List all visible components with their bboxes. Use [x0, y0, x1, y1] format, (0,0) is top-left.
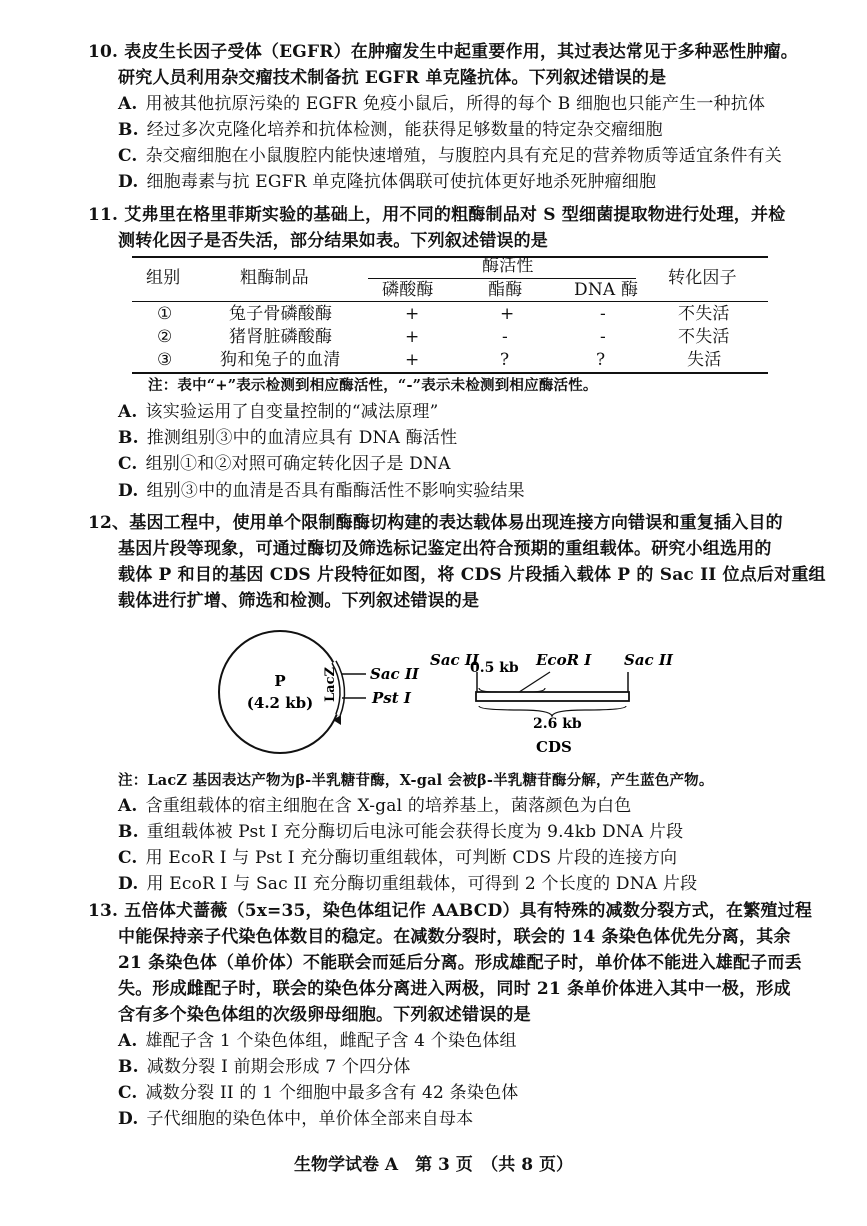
q12-stem-line1: 12、基因工程中，使用单个限制酶酶切构建的表达载体易出现连接方向错误和重复插入目的	[88, 513, 783, 533]
q13-stem-line2: 中能保持亲子代染色体数目的稳定。在减数分裂时，联会的 14 条染色体优先分离，其余	[118, 927, 791, 947]
q13-stem-line5: 含有多个染色体组的次级卵母细胞。下列叙述错误的是	[118, 1005, 531, 1025]
cds-sacii-left-label: Sac II	[430, 651, 479, 669]
row3-prep: 狗和兔子的血清	[220, 350, 341, 370]
cds-fragment-bar	[476, 692, 629, 701]
th-phosphatase: 磷酸酶	[382, 280, 434, 300]
q10-option-b: B. 经过多次克隆化培养和抗体检测，能获得足够数量的特定杂交瘤细胞	[118, 120, 663, 140]
q12-stem-line3: 载体 P 和目的基因 CDS 片段特征如图，将 CDS 片段插入载体 P 的 Sac II 位点后对重组	[118, 565, 826, 585]
page-footer: 生物学试卷 A 第 3 页 （共 8 页）	[294, 1155, 573, 1175]
q13-option-a: A. 雄配子含 1 个染色体组，雌配子含 4 个染色体组	[118, 1031, 517, 1051]
row3-dnase: ?	[596, 350, 606, 370]
q10-option-d: D. 细胞毒素与抗 EGFR 单克隆抗体偶联可使抗体更好地杀死肿瘤细胞	[118, 172, 657, 192]
row2-esterase: -	[502, 327, 508, 347]
table-head-rule	[132, 301, 768, 302]
plasmid-sacii-label: Sac II	[370, 665, 419, 683]
th-prep: 粗酶制品	[240, 268, 309, 288]
q10-option-a: A. 用被其他抗原污染的 EGFR 免疫小鼠后，所得的每个 B 细胞也只能产生一种抗体	[118, 94, 766, 114]
th-esterase: 酯酶	[488, 280, 523, 300]
table-top-rule	[132, 256, 768, 258]
q11-option-b: B. 推测组别③中的血清应具有 DNA 酶活性	[118, 428, 458, 448]
th-group: 组别	[146, 268, 181, 288]
q13-option-b: B. 减数分裂 I 前期会形成 7 个四分体	[118, 1057, 411, 1077]
th-factor: 转化因子	[668, 268, 737, 288]
row1-phosphatase: +	[405, 304, 420, 324]
row2-prep: 猪肾脏磷酸酶	[229, 327, 333, 347]
q12-option-a: A. 含重组载体的宿主细胞在含 X-gal 的培养基上，菌落颜色为白色	[118, 796, 632, 816]
q13-stem-line4: 失。形成雌配子时，联会的染色体分离进入两极，同时 21 条单价体进入其中一极，形成	[118, 979, 791, 999]
q12-option-c: C. 用 EcoR I 与 Pst I 充分酶切重组载体，可判断 CDS 片段的连接方向	[118, 848, 678, 868]
q12-option-d: D. 用 EcoR I 与 Sac II 充分酶切重组载体，可得到 2 个长度的 DNA 片段	[118, 874, 698, 894]
lacz-label: LacZ	[323, 667, 338, 702]
th-dnase: DNA 酶	[574, 280, 639, 300]
cds-length: 2.6 kb	[533, 716, 582, 732]
q10-stem-line1: 10. 表皮生长因子受体（EGFR）在肿瘤发生中起重要作用，其过表达常见于多种恶性肿瘤。	[88, 42, 798, 62]
row1-esterase: +	[500, 304, 515, 324]
q12-option-b: B. 重组载体被 Pst I 充分酶切后电泳可能会获得长度为 9.4kb DNA 片段	[118, 822, 684, 842]
q11-stem-line1: 11. 艾弗里在格里菲斯实验的基础上，用不同的粗酶制品对 S 型细菌提取物进行处理，并检	[88, 205, 786, 225]
q13-stem-line1: 13. 五倍体犬蔷薇（5x=35，染色体组记作 AABCD）具有特殊的减数分裂方式，在繁殖过程	[88, 901, 813, 921]
q11-stem-line2: 测转化因子是否失活，部分结果如表。下列叙述错误的是	[118, 231, 548, 251]
row3-factor: 失活	[687, 350, 722, 370]
plasmid-size: (4.2 kb)	[246, 694, 314, 712]
plasmid-psti-label: Pst I	[372, 689, 411, 707]
q11-table-note: 注：表中“+”表示检测到相应酶活性，“-”表示未检测到相应酶活性。	[148, 377, 598, 394]
row1-prep: 兔子骨磷酸酶	[229, 304, 333, 324]
row2-dnase: -	[600, 327, 606, 347]
q11-option-c: C. 组别①和②对照可确定转化因子是 DNA	[118, 454, 451, 474]
cds-name: CDS	[536, 738, 572, 756]
cds-small-length: 0.5 kb	[470, 660, 519, 676]
q10-option-c: C. 杂交瘤细胞在小鼠腹腔内能快速增殖，与腹腔内具有充足的营养物质等适宜条件有关	[118, 146, 782, 166]
cds-sacii-right-label: Sac II	[624, 651, 673, 669]
row3-phosphatase: +	[405, 350, 420, 370]
q13-option-c: C. 减数分裂 II 的 1 个细胞中最多含有 42 条染色体	[118, 1083, 519, 1103]
lacz-arrow-icon	[333, 715, 341, 725]
row1-dnase: -	[600, 304, 606, 324]
q11-option-a: A. 该实验运用了自变量控制的“减法原理”	[118, 402, 439, 422]
row2-group: ②	[157, 327, 173, 347]
q10-stem-line2: 研究人员利用杂交瘤技术制备抗 EGFR 单克隆抗体。下列叙述错误的是	[118, 68, 667, 88]
row1-factor: 不失活	[678, 304, 730, 324]
q13-option-d: D. 子代细胞的染色体中，单价体全部来自母本	[118, 1109, 474, 1129]
row2-factor: 不失活	[678, 327, 730, 347]
row2-phosphatase: +	[405, 327, 420, 347]
q11-option-d: D. 组别③中的血清是否具有酯酶活性不影响实验结果	[118, 481, 525, 501]
q13-stem-line3: 21 条染色体（单价体）不能联会而延后分离。形成雄配子时，单价体不能进入雄配子而丢	[118, 953, 802, 973]
row3-esterase: ?	[500, 350, 510, 370]
cds-ecori-label: EcoR I	[536, 651, 592, 669]
row3-group: ③	[157, 350, 173, 370]
q12-figure-note: 注：LacZ 基因表达产物为β-半乳糖苷酶，X-gal 会被β-半乳糖苷酶分解，产生蓝色产物。	[118, 772, 714, 789]
full-fragment-brace	[479, 706, 626, 716]
vector-diagram	[200, 630, 700, 770]
q12-stem-line4: 载体进行扩增、筛选和检测。下列叙述错误的是	[118, 591, 480, 611]
th-activity: 酶活性	[482, 256, 534, 276]
row1-group: ①	[157, 304, 173, 324]
plasmid-name: P	[274, 672, 286, 690]
q12-stem-line2: 基因片段等现象，可通过酶切及筛选标记鉴定出符合预期的重组载体。研究小组选用的	[118, 539, 772, 559]
